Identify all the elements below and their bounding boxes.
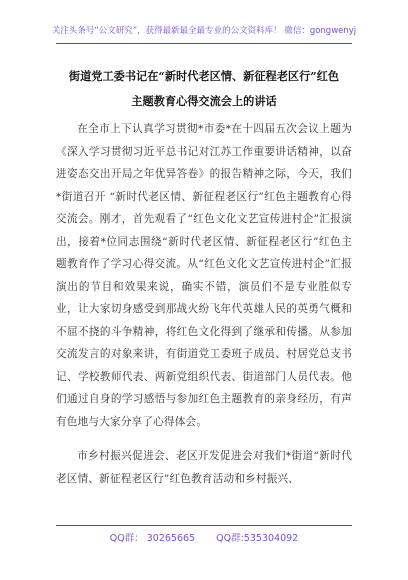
footer-qq-group-1: QQ群： 30265665: [109, 533, 196, 544]
document-body: [56, 118, 352, 490]
title-line-1: 街道党工委书记在“新时代老区情、新征程老区行”红色: [68, 69, 340, 83]
paragraph-1: 在全市上下认真学习贯彻*市委*在十四届五次会议上题为《深入学习贯彻习近平总书记对江苏工作重要讲话精神，以奋进姿态交出开局之年优异答卷》的报告精神之际，今天，我们*街道召开 “新时代老区情、新征程老区行”红色主题教育心得交流会。刚才，首先观看了“红色文化文艺宣传进村企”汇报演出，接着*位同志围绕“新时代老区情、新征程老区行”红色主题教育作了学习心得交流。从“红色文化文艺宣传进村企”汇报演出的节目和效果来说，确实不错，演员们不是专业胜似专业，让大家切身感受到那战火纷飞年代英雄人民的英勇气概和不屈不挠的斗争精神，将红色文化得到了继承和传播。从参加交流发言的对象来讲，有街道党工委班子成员、村居党总支书记、学校教师代表、两新党组织代表、街道部门人员代表。他们通过自身的学习感悟与参加红色主题教育的亲身经历，有声有色地与大家分享了心得体会。: [56, 123, 352, 428]
document-title: [56, 64, 352, 114]
footer-divider: [56, 525, 352, 526]
header-note: 关注头条号“公文研究”，获得最新最全最专业的公文资料库！ 微信：gongwenyj: [51, 26, 357, 36]
header-divider: [56, 43, 352, 44]
footer-note: [0, 530, 408, 544]
title-line-2: 主题教育心得交流会上的讲话: [131, 94, 277, 108]
paragraph-2: 市乡村振兴促进会、老区开发促进会对我们*街道“新时代老区情、新征程老区行”红色教育活动和乡村振兴、: [56, 450, 352, 485]
footer-qq-group-2: QQ群:535304092: [216, 533, 299, 544]
